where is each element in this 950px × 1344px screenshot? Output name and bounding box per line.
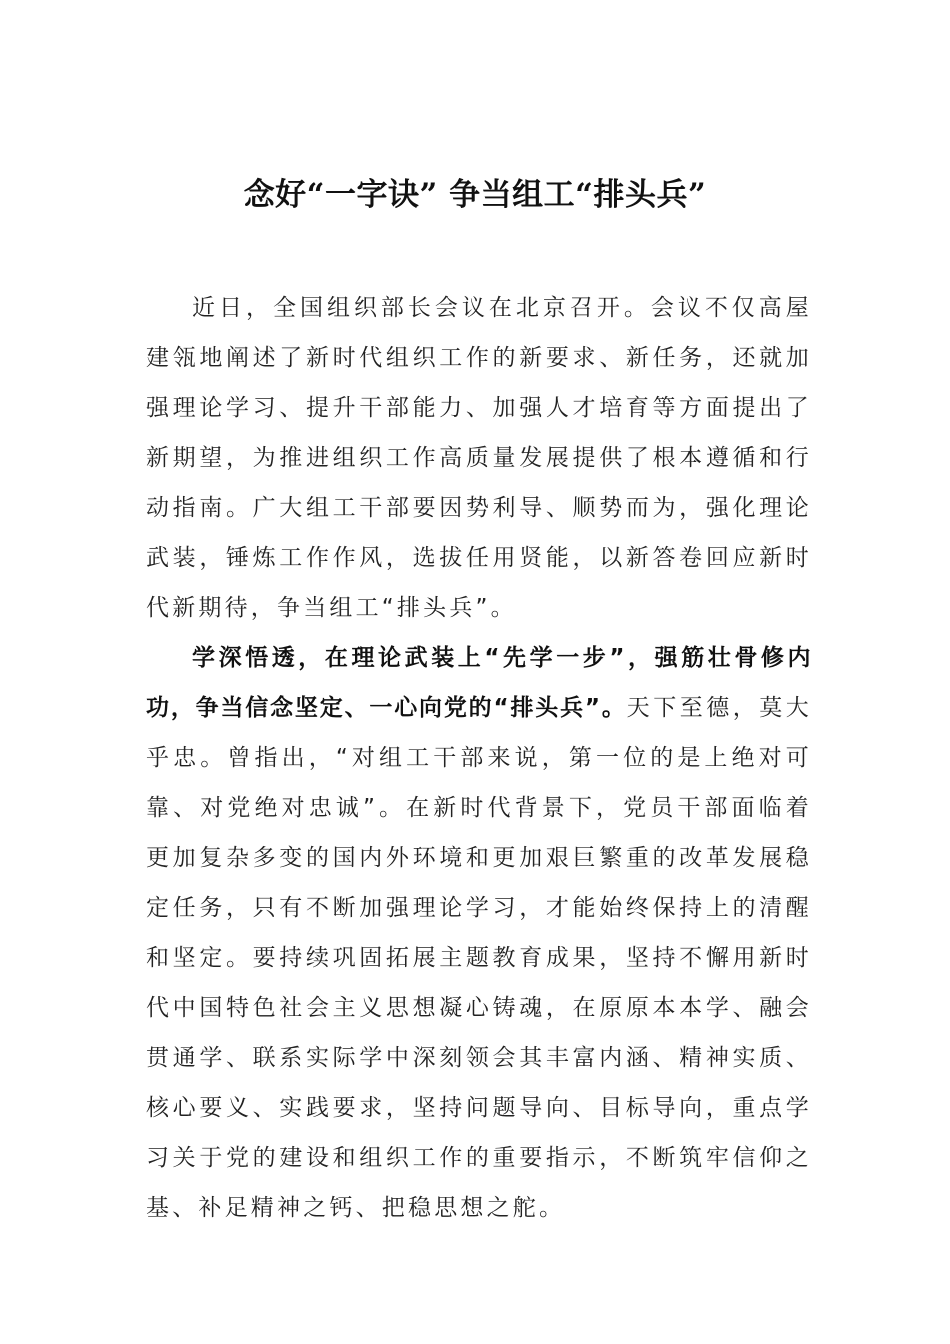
document-body: [146, 283, 812, 1233]
document-title: 念好“一字诀” 争当组工“排头兵”: [243, 177, 707, 213]
paragraph-1: [146, 283, 812, 633]
paragraph-1-text: 近日，全国组织部长会议在北京召开。会议不仅高屋建瓴地阐述了新时代组织工作的新要求、新任务，还就加强理论学习、提升干部能力、加强人才培育等方面提出了新期望，为推进组织工作高质量发展提供了根本遵循和行动指南。广大组工干部要因势利导、顺势而为，强化理论武装，锤炼工作作风，选拔任用贤能，以新答卷回应新时代新期待，争当组工“排头兵”。: [146, 295, 812, 621]
paragraph-2-bold-lead: 学深悟透，在理论武装上“先学一步”，强筋壮骨修内功，争当信念坚定、一心向党的“排头兵”。: [146, 645, 812, 721]
paragraph-2: [146, 633, 812, 1233]
paragraph-2-text: 天下至德，莫大乎忠。曾指出，“对组工干部来说，第一位的是上绝对可靠、对党绝对忠诚”。在新时代背景下，党员干部面临着更加复杂多变的国内外环境和更加艰巨繁重的改革发展稳定任务，只有不断加强理论学习，才能始终保持上的清醒和坚定。要持续巩固拓展主题教育成果，坚持不懈用新时代中国特色社会主义思想凝心铸魂，在原原本本学、融会贯通学、联系实际学中深刻领会其丰富内涵、精神实质、核心要义、实践要求，坚持问题导向、目标导向，重点学习关于党的建设和组织工作的重要指示，不断筑牢信仰之基、补足精神之钙、把稳思想之舵。: [146, 695, 813, 1221]
